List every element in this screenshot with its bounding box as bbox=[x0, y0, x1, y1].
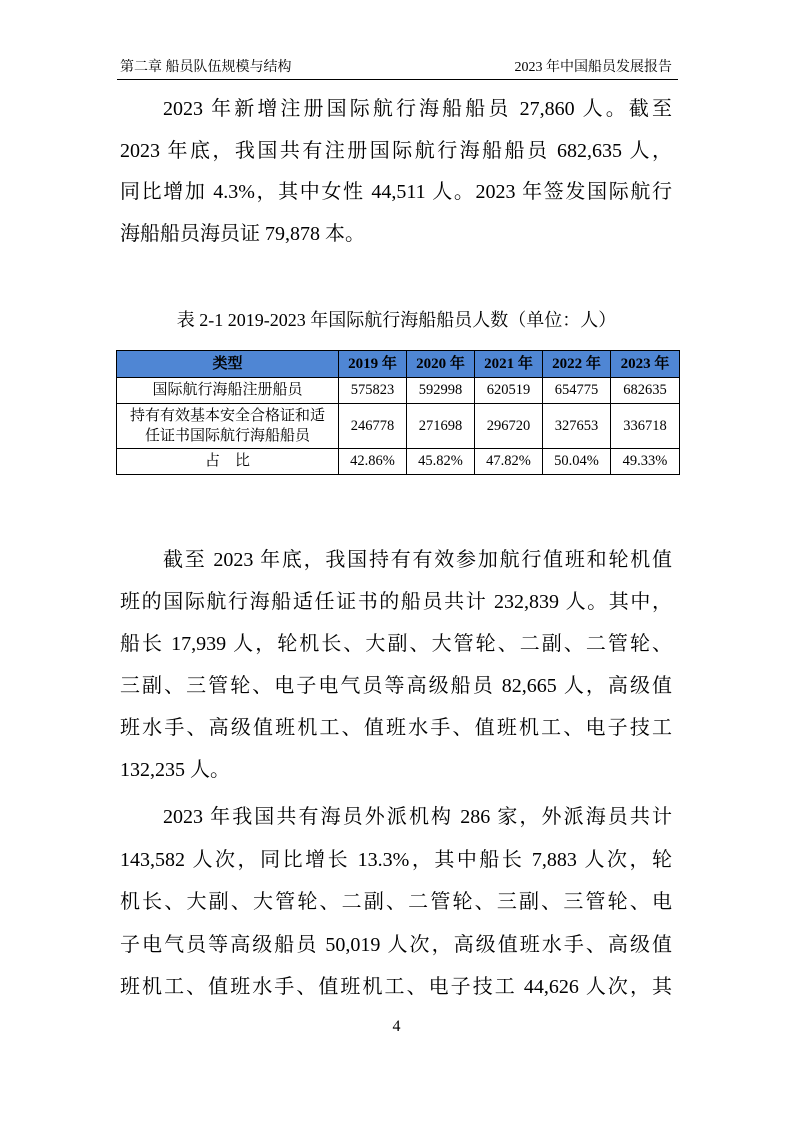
table-row-label: 国际航行海船注册船员 bbox=[117, 378, 339, 404]
table-header-2021: 2021 年 bbox=[475, 351, 543, 378]
table-cell: 682635 bbox=[611, 378, 680, 404]
table-cell: 45.82% bbox=[407, 449, 475, 475]
paragraph-line: 班的国际航行海船适任证书的船员共计 232,839 人。其中， bbox=[120, 591, 672, 613]
table-header-type: 类型 bbox=[117, 351, 339, 378]
page-header bbox=[117, 56, 678, 80]
table-header-2022: 2022 年 bbox=[543, 351, 611, 378]
table-cell: 592998 bbox=[407, 378, 475, 404]
table-cell: 296720 bbox=[475, 404, 543, 449]
table-row bbox=[117, 404, 680, 449]
table-row-label: 持有有效基本安全合格证和适任证书国际航行海船船员 bbox=[117, 404, 339, 449]
table-cell: 620519 bbox=[475, 378, 543, 404]
paragraph-line: 132,235 人。 bbox=[120, 759, 230, 781]
paragraph-line: 同比增加 4.3%，其中女性 44,511 人。2023 年签发国际航行 bbox=[120, 181, 672, 204]
page-number: 4 bbox=[392, 1018, 401, 1035]
table-cell: 654775 bbox=[543, 378, 611, 404]
paragraph-line: 班水手、高级值班机工、值班水手、值班机工、电子技工 bbox=[120, 717, 672, 739]
paragraph-dispatched-seafarers bbox=[120, 796, 672, 1009]
paragraph-registered-seafarers bbox=[120, 89, 672, 256]
paragraph-line: 2023 年我国共有海员外派机构 286 家，外派海员共计 bbox=[163, 806, 672, 828]
seafarer-count-table-wrapper bbox=[116, 350, 680, 475]
paragraph-line: 2023 年底，我国共有注册国际航行海船船员 682,635 人， bbox=[120, 139, 672, 162]
table-cell: 336718 bbox=[611, 404, 680, 449]
paragraph-line: 截至 2023 年底，我国持有有效参加航行值班和轮机值 bbox=[163, 549, 672, 571]
paragraph-line: 船长 17,939 人，轮机长、大副、大管轮、二副、二管轮、 bbox=[120, 633, 672, 655]
table-cell: 49.33% bbox=[611, 449, 680, 475]
table-cell: 271698 bbox=[407, 404, 475, 449]
table-row bbox=[117, 378, 680, 404]
table-caption: 表 2-1 2019-2023 年国际航行海船船员人数（单位：人） bbox=[176, 310, 617, 330]
table-header-row bbox=[117, 351, 680, 378]
header-report-title: 2023 年中国船员发展报告 bbox=[514, 60, 672, 75]
table-header-2020: 2020 年 bbox=[407, 351, 475, 378]
table-header-2023: 2023 年 bbox=[611, 351, 680, 378]
paragraph-line: 143,582 人次，同比增长 13.3%，其中船长 7,883 人次，轮 bbox=[120, 848, 672, 871]
table-cell: 47.82% bbox=[475, 449, 543, 475]
table-cell: 327653 bbox=[543, 404, 611, 449]
table-cell: 50.04% bbox=[543, 449, 611, 475]
seafarer-count-table bbox=[116, 350, 680, 475]
table-row-label: 占 比 bbox=[117, 449, 339, 475]
paragraph-line: 海船船员海员证 79,878 本。 bbox=[120, 223, 365, 246]
paragraph-line: 子电气员等高级船员 50,019 人次，高级值班水手、高级值 bbox=[120, 933, 672, 956]
table-cell: 246778 bbox=[339, 404, 407, 449]
paragraph-line: 机长、大副、大管轮、二副、二管轮、三副、三管轮、电 bbox=[120, 891, 672, 913]
paragraph-certified-seafarers bbox=[120, 539, 672, 791]
table-header-2019: 2019 年 bbox=[339, 351, 407, 378]
header-chapter-title: 第二章 船员队伍规模与结构 bbox=[120, 60, 292, 75]
paragraph-line: 班机工、值班水手、值班机工、电子技工 44,626 人次，其 bbox=[120, 976, 672, 998]
paragraph-line: 三副、三管轮、电子电气员等高级船员 82,665 人，高级值 bbox=[120, 675, 672, 697]
table-cell: 575823 bbox=[339, 378, 407, 404]
table-row bbox=[117, 449, 680, 475]
table-cell: 42.86% bbox=[339, 449, 407, 475]
paragraph-line: 2023 年新增注册国际航行海船船员 27,860 人。截至 bbox=[163, 98, 672, 120]
